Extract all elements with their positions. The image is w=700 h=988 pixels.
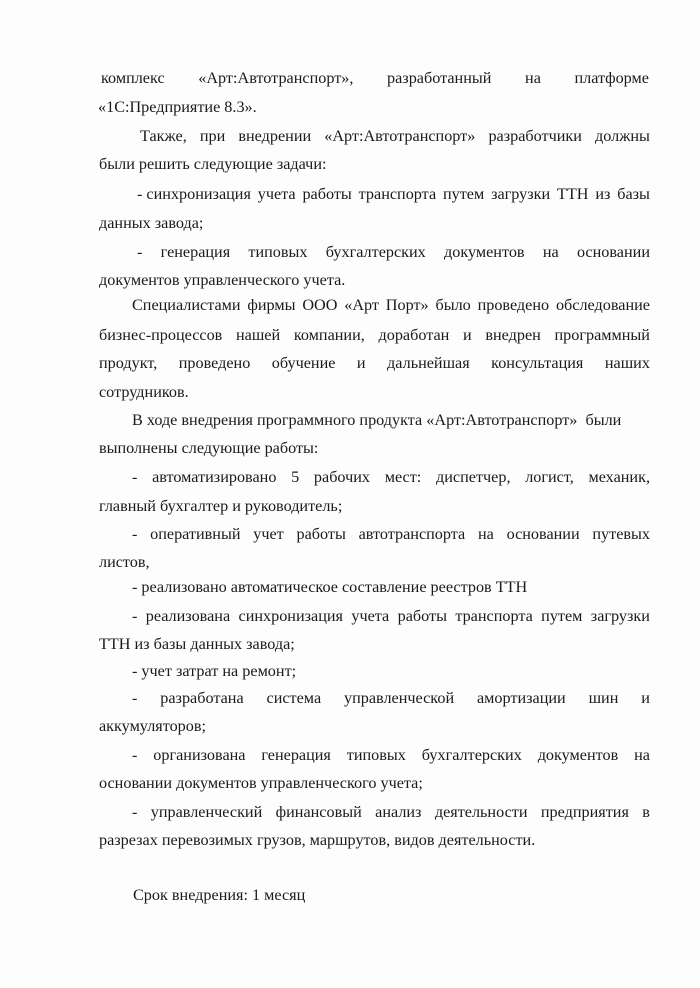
- word: обучение: [271, 354, 336, 372]
- word: «Арт:Автотранспорт»,: [198, 69, 354, 87]
- word: работы: [302, 185, 352, 203]
- word: внедрен: [485, 326, 541, 344]
- word: логист,: [525, 468, 574, 486]
- word: -: [132, 746, 138, 764]
- word: учета: [351, 607, 390, 625]
- word: транспорта: [455, 607, 533, 625]
- word: на: [525, 69, 541, 87]
- word: основании: [506, 525, 580, 543]
- word: проведено: [178, 354, 251, 372]
- word: ООО: [302, 296, 338, 314]
- word: «Арт:Автотранспорт»: [324, 127, 476, 145]
- word: учета: [257, 185, 296, 203]
- word: внедрении: [238, 127, 312, 145]
- p4-line2: выполнены следующие работы:: [99, 439, 319, 457]
- word: - синхронизация: [137, 185, 251, 203]
- word: и: [641, 689, 650, 707]
- word: система: [266, 689, 322, 707]
- implementation-term: Срок внедрения: 1 месяц: [133, 886, 306, 904]
- work8-line2: разрезах перевозимых грузов, маршрутов, видов деятельности.: [99, 831, 536, 849]
- word: «Арт: [344, 296, 379, 314]
- word: 5: [291, 468, 300, 486]
- word: на: [542, 243, 559, 261]
- word: транспорта: [358, 185, 437, 203]
- word: автотранспорта: [358, 525, 466, 543]
- word: -: [132, 525, 138, 543]
- word: амортизации: [476, 689, 566, 707]
- word: документов: [444, 243, 525, 261]
- word: программный: [554, 326, 650, 344]
- word: синхронизация: [238, 607, 343, 625]
- word: платформе: [574, 69, 649, 87]
- word: -: [132, 468, 138, 486]
- word: загрузки: [491, 185, 551, 203]
- word: должны: [595, 127, 650, 145]
- word: и: [463, 326, 472, 344]
- work7-line2: основании документов управленческого учета;: [99, 774, 423, 792]
- word: Также,: [140, 127, 187, 145]
- p3-line2: [99, 325, 650, 345]
- word: финансовый: [275, 803, 362, 821]
- word: комплекс: [101, 69, 165, 87]
- word: мест:: [384, 468, 422, 486]
- word: на: [634, 746, 650, 764]
- word: в: [642, 803, 650, 821]
- word: основании: [576, 243, 650, 261]
- word: ТТН: [557, 185, 589, 203]
- word: оперативный: [150, 525, 241, 543]
- word: управленческий: [150, 803, 263, 821]
- word: типовых: [346, 746, 406, 764]
- word: нашей: [236, 326, 281, 344]
- word: проведено: [477, 296, 550, 314]
- word: шин: [588, 689, 619, 707]
- word: деятельности: [434, 803, 528, 821]
- work7-line1: [132, 745, 650, 765]
- word: загрузки: [590, 607, 650, 625]
- word: реализована: [145, 607, 231, 625]
- word: -: [137, 243, 143, 261]
- p3-line4: сотрудников.: [99, 383, 189, 401]
- word: на: [477, 525, 494, 543]
- p3-line1: [132, 295, 650, 315]
- word: механик,: [588, 468, 650, 486]
- task1-line2: данных завода;: [99, 214, 204, 232]
- word: генерация: [160, 243, 231, 261]
- word: работы: [296, 525, 346, 543]
- work8-line1: [132, 802, 650, 822]
- word: Специалистами: [132, 296, 241, 314]
- p2-line1: [140, 126, 650, 146]
- word: дальнейшая: [387, 354, 470, 372]
- word: автоматизировано: [152, 468, 277, 486]
- word: организована: [153, 746, 246, 764]
- word: путем: [541, 607, 583, 625]
- work6-line1: [132, 688, 650, 708]
- word: разработчики: [488, 127, 582, 145]
- work1-line1: [132, 467, 650, 487]
- p2-line2: были решить следующие задачи:: [99, 155, 327, 173]
- word: доработан: [378, 326, 450, 344]
- word: путевых: [592, 525, 650, 543]
- word: бизнес-процессов: [99, 326, 223, 344]
- word: диспетчер,: [436, 468, 511, 486]
- word: и: [356, 354, 366, 372]
- p1-line1: [101, 68, 649, 88]
- work6-line2: аккумуляторов;: [99, 717, 206, 735]
- word: генерация: [261, 746, 331, 764]
- word: работы: [397, 607, 447, 625]
- word: при: [199, 127, 226, 145]
- word: предприятия: [540, 803, 629, 821]
- task2-line2: документов управленческого учета.: [99, 271, 346, 289]
- p1-line2: «1С:Предприятие 8.3».: [98, 98, 257, 116]
- word: -: [132, 689, 138, 707]
- word: консультация: [491, 354, 584, 372]
- work1-line2: главный бухгалтер и руководитель;: [99, 497, 343, 515]
- word: анализ: [375, 803, 422, 821]
- word: обследование: [555, 296, 650, 314]
- word: из: [595, 185, 611, 203]
- word: рабочих: [313, 468, 371, 486]
- word: -: [132, 803, 138, 821]
- p4-line1: В ходе внедрения программного продукта «Арт:Автотранспорт» были: [132, 411, 622, 429]
- word: наших: [604, 354, 650, 372]
- task2-line1: [137, 242, 650, 262]
- word: бухгалтерских: [325, 243, 426, 261]
- word: -: [132, 607, 138, 625]
- task1-line1: [137, 184, 650, 204]
- word: учет: [253, 525, 284, 543]
- work4-line2: ТТН из базы данных завода;: [99, 635, 295, 653]
- word: бухгалтерских: [421, 746, 522, 764]
- word: разработанный: [387, 69, 492, 87]
- word: продукт,: [99, 354, 158, 372]
- word: Порт»: [385, 296, 429, 314]
- word: фирмы: [247, 296, 296, 314]
- work3: - реализовано автоматическое составление реестров ТТН: [132, 578, 528, 596]
- word: было: [435, 296, 471, 314]
- word: документов: [537, 746, 619, 764]
- work2-line1: [132, 524, 650, 544]
- p3-line3: [99, 353, 650, 373]
- word: разработана: [160, 689, 244, 707]
- work4-line1: [132, 606, 650, 626]
- work5: - учет затрат на ремонт;: [132, 662, 297, 680]
- word: типовых: [248, 243, 308, 261]
- word: компании,: [293, 326, 365, 344]
- word: базы: [617, 185, 650, 203]
- word: управленческой: [344, 689, 455, 707]
- work2-line2: листов,: [99, 553, 150, 571]
- word: путем: [442, 185, 485, 203]
